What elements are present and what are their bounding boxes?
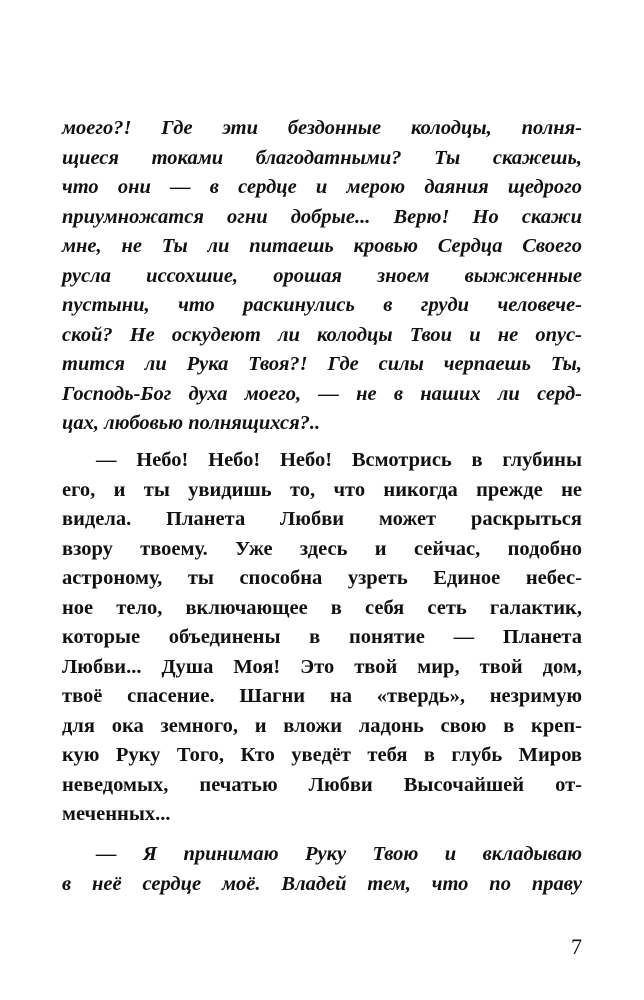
- text-line: для ока земного, и вложи ладонь свою в креп-: [62, 714, 582, 737]
- text-line: видела. Планета Любви может раскрыться: [62, 508, 582, 530]
- text-line: цах, любовью полнящихся?..: [62, 412, 321, 434]
- text-line: меченных...: [62, 803, 171, 825]
- text-line: твоё спасение. Шагни на «твердь», незримую: [62, 685, 582, 707]
- text-line: кую Руку Того, Кто уведёт тебя в глубь Миров: [62, 744, 582, 766]
- text-line: мне, не Ты ли питаешь кровью Сердца Своего: [62, 235, 582, 257]
- text-line: Господь-Бог духа моего, — не в наших ли серд-: [62, 382, 582, 405]
- paragraph-reply: [62, 446, 582, 830]
- paragraph-prayer: [62, 114, 582, 439]
- text-line: которые объединены в понятие — Планета: [62, 626, 582, 648]
- text-line: в неё сердце моё. Владей тем, что по праву: [62, 872, 582, 895]
- text-line: неведомых, печатью Любви Высочайшей от-: [62, 773, 582, 796]
- text-line: взору твоему. Уже здесь и сейчас, подобно: [62, 537, 582, 560]
- paragraph-response: [62, 840, 582, 899]
- text-line: его, и ты увидишь то, что никогда прежде не: [62, 478, 582, 501]
- text-line: — Небо! Небо! Небо! Всмотрись в глубины: [96, 449, 582, 471]
- text-line: моего?! Где эти бездонные колодцы, полня-: [62, 117, 582, 139]
- text-line: что они — в сердце и мерою даяния щедрого: [62, 176, 582, 198]
- text-line: — Я принимаю Руку Твою и вкладываю: [96, 843, 582, 865]
- text-line: Любви... Душа Моя! Это твой мир, твой дом,: [62, 655, 582, 678]
- text-line: ное тело, включающее в себя сеть галактик,: [62, 596, 582, 619]
- text-line: приумножатся огни добрые... Верю! Но скажи: [62, 205, 582, 228]
- text-line: русла иссохшие, орошая зноем выжженные: [62, 264, 582, 287]
- text-line: пустыни, что раскинулись в груди человече-: [62, 294, 582, 316]
- text-line: щиеся токами благодатными? Ты скажешь,: [62, 146, 582, 169]
- text-line: тится ли Рука Твоя?! Где силы черпаешь Ты,: [62, 353, 582, 375]
- text-line: астроному, ты способна узреть Единое небес-: [62, 567, 582, 589]
- page-number: 7: [571, 934, 582, 959]
- text-line: ской? Не оскудеют ли колодцы Твои и не опус-: [62, 323, 582, 346]
